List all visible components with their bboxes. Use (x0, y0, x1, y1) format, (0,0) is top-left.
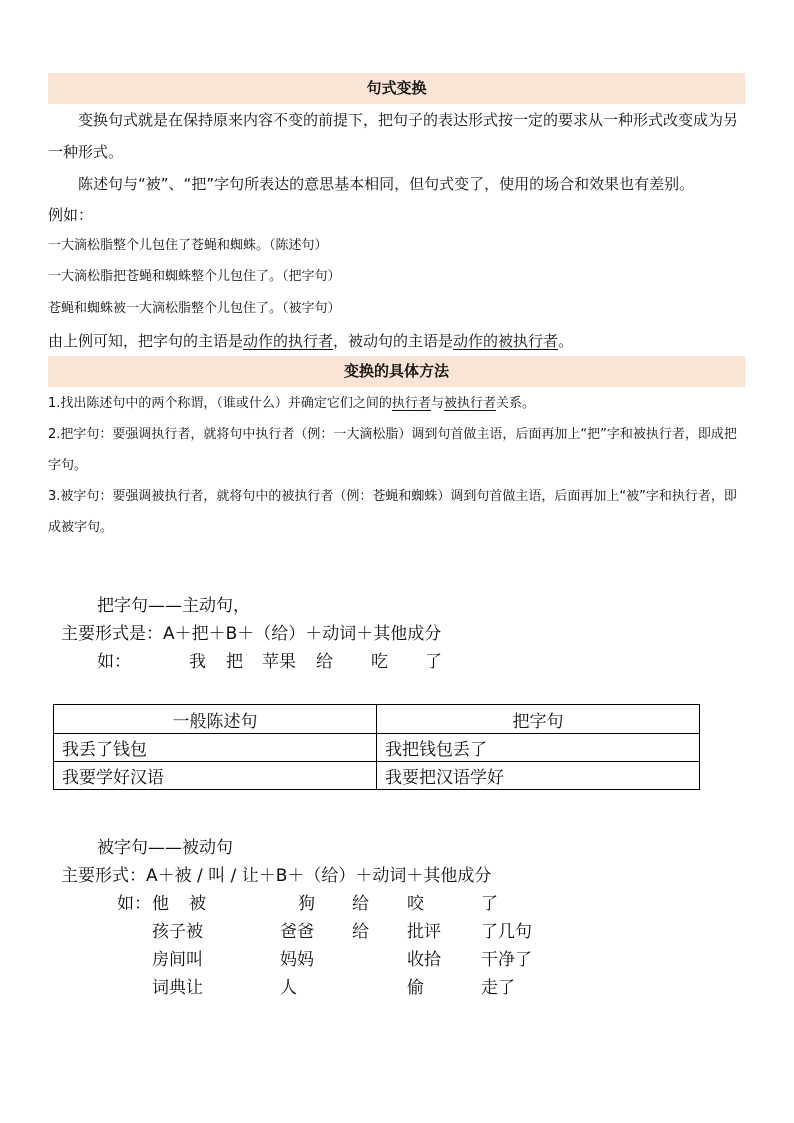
method-2-text: 把字句：要强调执行者，就将句中执行者（例：一大滴松脂）调到句首做主语，后面再加上“把”字和被执行者，即成把字句。 (48, 427, 737, 473)
table-cell: 我要把汉语学好 (377, 762, 700, 790)
ba-pattern-title: 把字句——主动句， (97, 596, 250, 616)
conclusion-patient-term: 动作的被执行者 (453, 332, 559, 350)
method-2 (48, 419, 745, 481)
ba-example-word: 把 (226, 652, 243, 672)
table-cell: 我把钱包丢了 (377, 734, 700, 762)
bei-example-word: 偷 (407, 978, 424, 998)
example-ba-sentence: 一大滴松脂把苍蝇和蜘蛛整个儿包住了。（把字句） (48, 269, 341, 284)
bei-example-label: 如： (117, 894, 151, 914)
bei-example-word: 爸爸 (280, 922, 314, 942)
ba-example-label: 如： (97, 652, 131, 672)
conclusion-text-c: ，被动句的主语是 (333, 332, 454, 350)
comparison-paragraph: 陈述句与“被”、“把”字句所表达的意思基本相同，但句式变了，使用的场合和效果也有差别。 (78, 175, 695, 193)
method-1-text-a: 找出陈述句中的两个称谓，（谁或什么）并确定它们之间的 (60, 396, 392, 411)
table-cell: 我丢了钱包 (54, 734, 377, 762)
example-declarative: 一大滴松脂整个儿包住了苍蝇和蜘蛛。（陈述句） (48, 238, 328, 253)
conclusion-agent-term: 动作的执行者 (243, 332, 334, 350)
ba-example-word: 我 (189, 652, 206, 672)
bei-example-word: 了 (481, 894, 498, 914)
bei-pattern-form: 主要形式：A＋被 / 叫 / 让＋B＋（给）＋动词＋其他成分 (61, 866, 492, 886)
ba-example-word: 吃 (371, 652, 388, 672)
bei-example-word: 走了 (481, 978, 515, 998)
bei-example-word: 房间叫 (152, 950, 203, 970)
table-row (54, 762, 700, 790)
bei-example-word: 给 (352, 894, 369, 914)
conclusion-text-a: 由上例可知，把字句的主语是 (48, 332, 244, 350)
bei-example-word: 咬 (407, 894, 424, 914)
bei-example-word: 狗 (298, 894, 315, 914)
bei-example-word: 孩子被 (152, 922, 203, 942)
ba-example-word: 苹果 (262, 652, 296, 672)
bei-example-word: 批评 (407, 922, 441, 942)
bei-pattern-title: 被字句——被动句 (97, 838, 233, 858)
bei-example-word: 收拾 (407, 950, 441, 970)
section-title-methods: 变换的具体方法 (48, 356, 745, 387)
bei-example-word: 给 (352, 922, 369, 942)
table-header-ba: 把字句 (377, 705, 700, 734)
bei-example-word: 词典让 (152, 978, 203, 998)
method-1-agent-term: 执行者 (391, 396, 431, 411)
method-3 (48, 481, 745, 543)
ba-example-word: 了 (425, 652, 442, 672)
example-label: 例如： (48, 206, 94, 224)
table-row (54, 734, 700, 762)
comparison-table (53, 704, 700, 790)
bei-example-word: 人 (280, 978, 297, 998)
ba-example-word: 给 (316, 652, 333, 672)
method-1-text-c: 与 (430, 396, 444, 411)
method-1-number: 1. (48, 396, 61, 411)
method-1 (48, 388, 745, 419)
conclusion-paragraph (48, 325, 745, 357)
intro-paragraph: 变换句式就是在保持原来内容不变的前提下，把句子的表达形式按一定的要求从一种形式改变成为另一种形式。 (48, 111, 739, 161)
method-1-patient-term: 被执行者 (443, 396, 496, 411)
method-3-text: 被字句：要强调被执行者，就将句中的被执行者（例：苍蝇和蜘蛛）调到句首做主语，后面再加上“被”字和执行者，即成被字句。 (48, 489, 737, 535)
bei-example-word: 他 (152, 894, 169, 914)
bei-example-word: 妈妈 (280, 950, 314, 970)
method-1-text-e: 关系。 (495, 396, 535, 411)
example-bei-sentence: 苍蝇和蜘蛛被一大滴松脂整个儿包住了。（被字句） (48, 301, 341, 316)
table-cell: 我要学好汉语 (54, 762, 377, 790)
bei-example-word: 被 (189, 894, 206, 914)
conclusion-text-e: 。 (558, 332, 574, 350)
table-header-row (54, 705, 700, 734)
bei-example-word: 了几句 (481, 922, 532, 942)
method-3-number: 3. (48, 489, 61, 504)
section-title-sentence-transform: 句式变换 (48, 73, 745, 104)
table-header-declarative: 一般陈述句 (54, 705, 377, 734)
method-2-number: 2. (48, 427, 61, 442)
ba-pattern-form: 主要形式是：A＋把＋B＋（给）＋动词＋其他成分 (61, 624, 442, 644)
bei-example-word: 干净了 (481, 950, 532, 970)
